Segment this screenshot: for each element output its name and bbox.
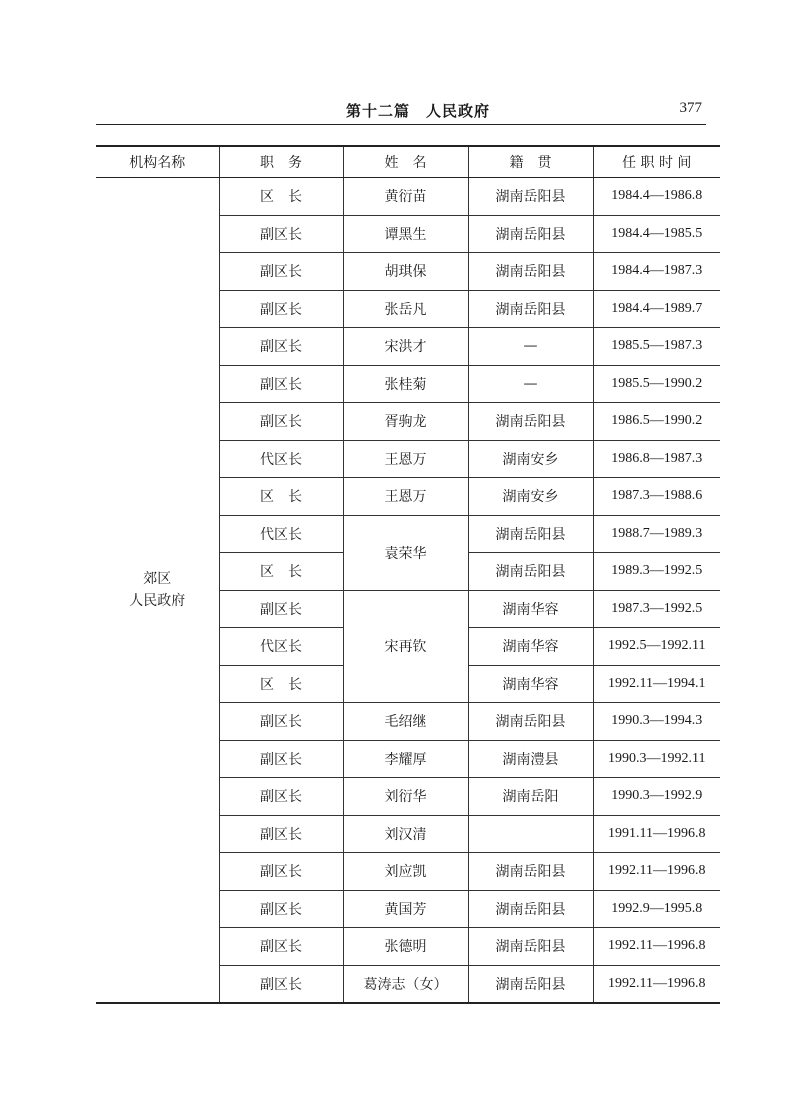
name-cell: 胡琪保 (343, 253, 468, 291)
title-cell: 区 长 (219, 178, 343, 216)
origin-cell: 湖南岳阳县 (468, 703, 593, 741)
name-cell: 袁荣华 (343, 515, 468, 590)
name-cell: 谭黑生 (343, 215, 468, 253)
term-cell: 1989.3—1992.5 (593, 553, 720, 591)
origin-cell: 湖南岳阳 (468, 778, 593, 816)
name-cell: 王恩万 (343, 440, 468, 478)
term-cell: 1992.11—1996.8 (593, 965, 720, 1003)
term-cell: 1986.5—1990.2 (593, 403, 720, 441)
title-cell: 副区长 (219, 253, 343, 291)
origin-cell: — (468, 328, 593, 366)
name-cell: 宋再钦 (343, 590, 468, 703)
name-cell: 张桂菊 (343, 365, 468, 403)
title-cell: 区 长 (219, 553, 343, 591)
term-cell: 1984.4—1986.8 (593, 178, 720, 216)
origin-cell: 湖南安乡 (468, 440, 593, 478)
title-cell: 代区长 (219, 628, 343, 666)
title-cell: 副区长 (219, 928, 343, 966)
term-cell: 1990.3—1992.9 (593, 778, 720, 816)
title-cell: 副区长 (219, 853, 343, 891)
title-cell: 代区长 (219, 515, 343, 553)
origin-cell: 湖南华容 (468, 665, 593, 703)
term-cell: 1992.9—1995.8 (593, 890, 720, 928)
term-cell: 1988.7—1989.3 (593, 515, 720, 553)
origin-cell: 湖南岳阳县 (468, 965, 593, 1003)
name-cell: 张岳凡 (343, 290, 468, 328)
term-cell: 1984.4—1989.7 (593, 290, 720, 328)
col-header-name: 姓 名 (343, 146, 468, 178)
term-cell: 1992.11—1996.8 (593, 928, 720, 966)
col-header-org: 机构名称 (96, 146, 219, 178)
title-cell: 区 长 (219, 665, 343, 703)
term-cell: 1985.5—1990.2 (593, 365, 720, 403)
name-cell: 刘衍华 (343, 778, 468, 816)
origin-cell: 湖南安乡 (468, 478, 593, 516)
name-cell: 张德明 (343, 928, 468, 966)
col-header-term: 任 职 时 间 (593, 146, 720, 178)
name-cell: 毛绍继 (343, 703, 468, 741)
term-cell: 1985.5—1987.3 (593, 328, 720, 366)
term-cell: 1990.3—1992.11 (593, 740, 720, 778)
table-row (96, 178, 720, 216)
name-cell: 葛涛志（女） (343, 965, 468, 1003)
origin-cell: 湖南岳阳县 (468, 890, 593, 928)
col-header-title: 职 务 (219, 146, 343, 178)
term-cell: 1984.4—1987.3 (593, 253, 720, 291)
col-header-origin: 籍 贯 (468, 146, 593, 178)
name-cell: 王恩万 (343, 478, 468, 516)
name-cell: 黄衍苗 (343, 178, 468, 216)
origin-cell: 湖南岳阳县 (468, 928, 593, 966)
origin-cell: 湖南岳阳县 (468, 178, 593, 216)
name-cell: 刘汉清 (343, 815, 468, 853)
title-cell: 副区长 (219, 890, 343, 928)
title-cell: 副区长 (219, 365, 343, 403)
origin-cell: 湖南岳阳县 (468, 853, 593, 891)
origin-cell: 湖南岳阳县 (468, 290, 593, 328)
org-name-line1: 郊区 (143, 571, 172, 587)
page-number: 377 (679, 100, 702, 116)
origin-cell: 湖南岳阳县 (468, 403, 593, 441)
org-name-line2: 人民政府 (129, 593, 186, 609)
name-cell: 黄国芳 (343, 890, 468, 928)
term-cell: 1990.3—1994.3 (593, 703, 720, 741)
title-cell: 副区长 (219, 590, 343, 628)
name-cell: 李耀厚 (343, 740, 468, 778)
org-name-cell (96, 178, 219, 1004)
origin-cell: 湖南澧县 (468, 740, 593, 778)
origin-cell: 湖南岳阳县 (468, 553, 593, 591)
title-cell: 副区长 (219, 703, 343, 741)
title-cell: 副区长 (219, 965, 343, 1003)
name-cell: 宋洪才 (343, 328, 468, 366)
origin-cell: 湖南华容 (468, 590, 593, 628)
title-cell: 副区长 (219, 815, 343, 853)
officials-table (96, 145, 720, 1004)
name-cell: 胥驹龙 (343, 403, 468, 441)
table-header-row (96, 146, 720, 178)
title-cell: 区 长 (219, 478, 343, 516)
title-cell: 副区长 (219, 778, 343, 816)
origin-cell (468, 815, 593, 853)
title-cell: 副区长 (219, 215, 343, 253)
term-cell: 1992.5—1992.11 (593, 628, 720, 666)
title-cell: 副区长 (219, 403, 343, 441)
chapter-title: 第十二篇 人民政府 (346, 102, 491, 120)
term-cell: 1992.11—1996.8 (593, 853, 720, 891)
origin-cell: 湖南岳阳县 (468, 515, 593, 553)
term-cell: 1987.3—1988.6 (593, 478, 720, 516)
origin-cell: 湖南岳阳县 (468, 253, 593, 291)
term-cell: 1991.11—1996.8 (593, 815, 720, 853)
origin-cell: — (468, 365, 593, 403)
term-cell: 1992.11—1994.1 (593, 665, 720, 703)
term-cell: 1987.3—1992.5 (593, 590, 720, 628)
title-cell: 代区长 (219, 440, 343, 478)
origin-cell: 湖南岳阳县 (468, 215, 593, 253)
origin-cell: 湖南华容 (468, 628, 593, 666)
term-cell: 1984.4—1985.5 (593, 215, 720, 253)
title-cell: 副区长 (219, 290, 343, 328)
term-cell: 1986.8—1987.3 (593, 440, 720, 478)
page-header (96, 100, 706, 125)
title-cell: 副区长 (219, 328, 343, 366)
title-cell: 副区长 (219, 740, 343, 778)
name-cell: 刘应凯 (343, 853, 468, 891)
